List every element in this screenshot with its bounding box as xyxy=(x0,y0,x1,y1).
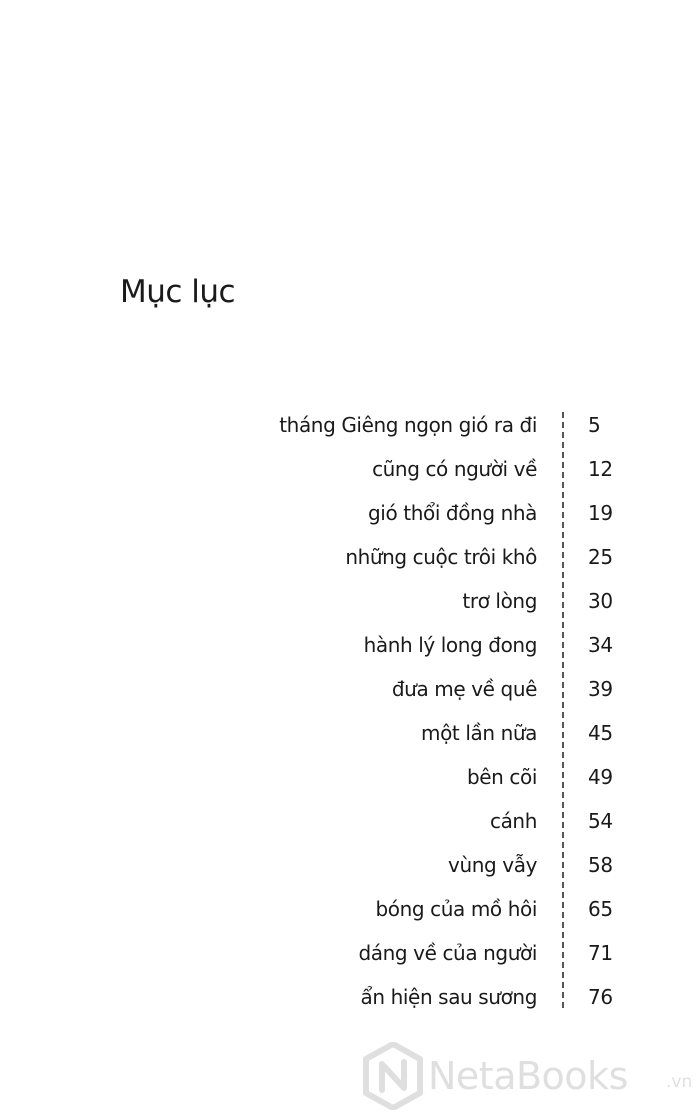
toc-entry[interactable] xyxy=(0,932,700,976)
toc-entry[interactable] xyxy=(0,624,700,668)
hexagon-n-logo-icon xyxy=(362,1042,424,1110)
toc-entry[interactable] xyxy=(0,404,700,448)
toc-entry[interactable] xyxy=(0,844,700,888)
toc-entry[interactable] xyxy=(0,800,700,844)
toc-entry[interactable] xyxy=(0,492,700,536)
table-of-contents xyxy=(0,404,700,1020)
toc-entry-page: 34 xyxy=(588,633,613,657)
toc-entry-page: 54 xyxy=(588,809,613,833)
watermark xyxy=(362,1040,700,1112)
toc-entry-title: một lần nữa xyxy=(421,721,537,745)
toc-entry-title: trơ lòng xyxy=(462,589,537,613)
toc-entry-page: 65 xyxy=(588,897,613,921)
toc-entry-page: 19 xyxy=(588,501,613,525)
toc-entry-title: cánh xyxy=(489,809,537,833)
toc-entry-title: dáng về của người xyxy=(358,941,537,965)
toc-dashed-divider xyxy=(562,412,564,1008)
toc-entry[interactable] xyxy=(0,888,700,932)
toc-entry-page: 12 xyxy=(588,457,613,481)
toc-entry-page: 71 xyxy=(588,941,613,965)
toc-entry-page: 25 xyxy=(588,545,613,569)
toc-entry-page: 49 xyxy=(588,765,613,789)
toc-entry[interactable] xyxy=(0,448,700,492)
toc-entry[interactable] xyxy=(0,712,700,756)
toc-entry-title: bóng của mồ hôi xyxy=(375,897,537,921)
toc-entry-title: vùng vẫy xyxy=(448,853,537,877)
toc-entry-page: 30 xyxy=(588,589,613,613)
toc-entry-page: 39 xyxy=(588,677,613,701)
toc-entry[interactable] xyxy=(0,976,700,1020)
toc-entry-page: 5 xyxy=(588,413,601,437)
toc-entry-page: 45 xyxy=(588,721,613,745)
toc-entry[interactable] xyxy=(0,580,700,624)
toc-entry-title: những cuộc trôi khô xyxy=(345,545,537,569)
toc-entry-title: ẩn hiện sau sương xyxy=(360,985,537,1009)
toc-entry-title: hành lý long đong xyxy=(363,633,537,657)
toc-entry-title: cũng có người về xyxy=(372,457,537,481)
toc-entry[interactable] xyxy=(0,756,700,800)
toc-entry-page: 76 xyxy=(588,985,613,1009)
toc-entry-page: 58 xyxy=(588,853,613,877)
toc-entry[interactable] xyxy=(0,668,700,712)
toc-entry[interactable] xyxy=(0,536,700,580)
watermark-tld: .vn xyxy=(666,1072,693,1092)
watermark-name: NetaBooks xyxy=(428,1054,628,1098)
toc-entry-title: tháng Giêng ngọn gió ra đi xyxy=(279,413,537,437)
toc-entry-title: bên cõi xyxy=(466,765,537,789)
toc-entry-title: gió thổi đồng nhà xyxy=(368,501,537,525)
toc-entry-title: đưa mẹ về quê xyxy=(391,677,537,701)
page-title: Mục lục xyxy=(120,274,236,310)
